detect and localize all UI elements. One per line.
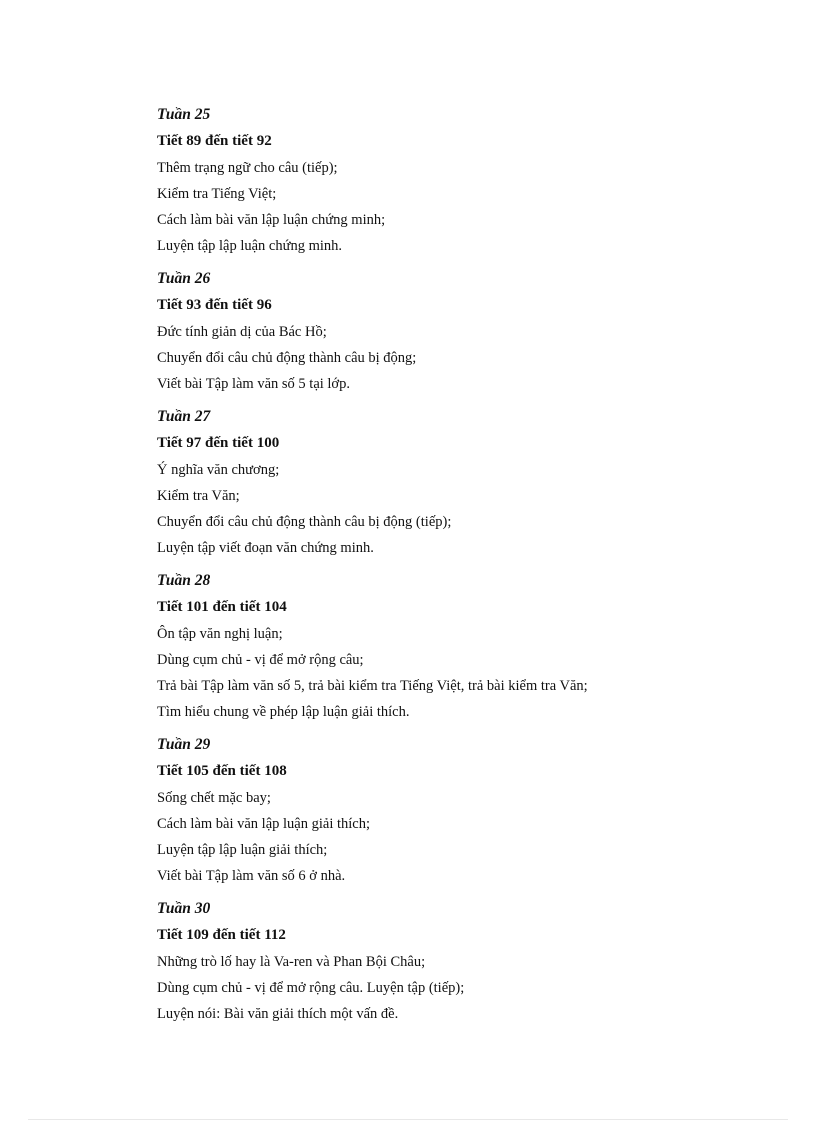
list-item: Viết bài Tập làm văn số 6 ở nhà. — [157, 868, 346, 884]
lesson-range: Tiết 89 đến tiết 92 — [157, 133, 272, 149]
page-divider — [28, 1119, 788, 1120]
document-page — [157, 101, 777, 1027]
list-item: Trả bài Tập làm văn số 5, trả bài kiểm tra Tiếng Việt, trả bài kiểm tra Văn; — [157, 678, 588, 694]
lesson-list — [157, 457, 777, 561]
lesson-list — [157, 621, 777, 725]
week-section — [157, 403, 777, 561]
list-item: Viết bài Tập làm văn số 5 tại lớp. — [157, 376, 350, 392]
list-item: Dùng cụm chủ - vị để mở rộng câu; — [157, 652, 364, 668]
list-item: Chuyển đổi câu chủ động thành câu bị động (tiếp); — [157, 514, 452, 530]
list-item: Luyện tập viết đoạn văn chứng minh. — [157, 540, 374, 556]
week-section — [157, 567, 777, 725]
lesson-list — [157, 949, 777, 1027]
lesson-range: Tiết 105 đến tiết 108 — [157, 763, 287, 779]
week-section — [157, 101, 777, 259]
lesson-list — [157, 785, 777, 889]
week-section — [157, 265, 777, 397]
list-item: Tìm hiểu chung về phép lập luận giải thích. — [157, 704, 410, 720]
lesson-range: Tiết 101 đến tiết 104 — [157, 599, 287, 615]
list-item: Những trò lố hay là Va-ren và Phan Bội Châu; — [157, 954, 426, 970]
list-item: Luyện tập lập luận chứng minh. — [157, 238, 343, 254]
lesson-list — [157, 319, 777, 397]
week-title: Tuần 28 — [157, 572, 211, 589]
list-item: Kiểm tra Văn; — [157, 488, 240, 504]
list-item: Ý nghĩa văn chương; — [157, 462, 280, 478]
week-title: Tuần 26 — [157, 270, 211, 287]
list-item: Luyện nói: Bài văn giải thích một vấn đề. — [157, 1006, 399, 1022]
lesson-range: Tiết 97 đến tiết 100 — [157, 435, 280, 451]
list-item: Thêm trạng ngữ cho câu (tiếp); — [157, 160, 338, 176]
week-title: Tuần 25 — [157, 106, 211, 123]
list-item: Ôn tập văn nghị luận; — [157, 626, 283, 642]
list-item: Cách làm bài văn lập luận giải thích; — [157, 816, 371, 832]
lesson-list — [157, 155, 777, 259]
list-item: Chuyển đổi câu chủ động thành câu bị động; — [157, 350, 417, 366]
week-title: Tuần 30 — [157, 900, 211, 917]
list-item: Dùng cụm chủ - vị để mở rộng câu. Luyện tập (tiếp); — [157, 980, 465, 996]
week-title: Tuần 27 — [157, 408, 211, 425]
list-item: Đức tính giản dị của Bác Hồ; — [157, 324, 327, 340]
lesson-range: Tiết 93 đến tiết 96 — [157, 297, 272, 313]
lesson-range: Tiết 109 đến tiết 112 — [157, 927, 286, 943]
list-item: Luyện tập lập luận giải thích; — [157, 842, 328, 858]
list-item: Cách làm bài văn lập luận chứng minh; — [157, 212, 386, 228]
week-section — [157, 731, 777, 889]
week-section — [157, 895, 777, 1027]
list-item: Kiểm tra Tiếng Việt; — [157, 186, 277, 202]
list-item: Sống chết mặc bay; — [157, 790, 271, 806]
week-title: Tuần 29 — [157, 736, 211, 753]
